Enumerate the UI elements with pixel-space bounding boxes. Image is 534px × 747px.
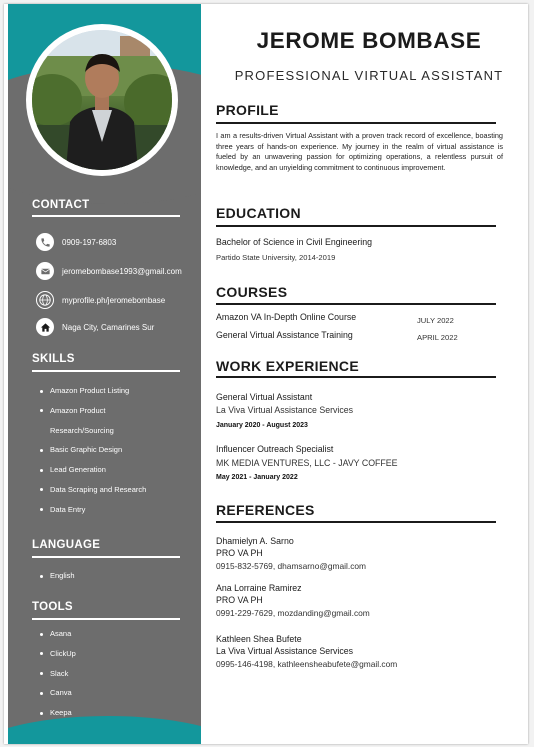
- work-role: Influencer Outreach Specialist: [216, 444, 334, 454]
- profile-divider: [216, 122, 496, 124]
- work-dates: January 2020 - August 2023: [216, 422, 308, 429]
- reference-contact: 0995-146-4198, kathleensheabufete@gmail.com: [216, 659, 398, 669]
- education-degree: Bachelor of Science in Civil Engineering: [216, 237, 372, 247]
- contact-address: [36, 318, 154, 336]
- phone-text: 0909-197-6803: [62, 237, 117, 247]
- home-icon: [36, 318, 54, 336]
- skill-item: Research/Sourcing: [50, 425, 114, 435]
- skill-item: Lead Generation: [40, 460, 146, 480]
- phone-icon: [36, 233, 54, 251]
- skill-item: Basic Graphic Design: [40, 440, 146, 460]
- resume-page: [4, 4, 528, 744]
- work-divider: [216, 376, 496, 378]
- references-heading: REFERENCES: [216, 502, 315, 518]
- reference-contact: 0915-832-5769, dhamsarno@gmail.com: [216, 561, 367, 571]
- contact-divider: [32, 215, 180, 217]
- tools-heading: TOOLS: [32, 601, 73, 613]
- work-dates: May 2021 - January 2022: [216, 474, 298, 481]
- website-text[interactable]: myprofile.ph/jeromebombase: [62, 295, 166, 305]
- reference-name: Kathleen Shea Bufete: [216, 634, 302, 644]
- references-divider: [216, 521, 496, 523]
- courses-heading: COURSES: [216, 284, 288, 300]
- sidebar: [8, 4, 201, 744]
- person-portrait-icon: [32, 30, 172, 170]
- tool-item: Slack: [40, 664, 76, 684]
- profile-heading: PROFILE: [216, 102, 279, 118]
- contact-phone: [36, 233, 116, 251]
- course-name: General Virtual Assistance Training: [216, 330, 353, 340]
- reference-name: Dhamielyn A. Sarno: [216, 536, 294, 546]
- candidate-name: JEROME BOMBASE: [256, 28, 482, 53]
- work-role: General Virtual Assistant: [216, 392, 313, 402]
- globe-icon: [36, 291, 54, 309]
- skills-divider: [32, 370, 180, 372]
- reference-name: Ana Lorraine Ramirez: [216, 583, 302, 593]
- course-name: Amazon VA In-Depth Online Course: [216, 312, 357, 322]
- courses-divider: [216, 303, 496, 305]
- email-text[interactable]: jeromebombase1993@gmail.com: [62, 266, 182, 276]
- profile-summary: I am a results-driven Virtual Assistant with a proven track record of excellence, boasting three years of hands-on experience. My journey in the realm of virtual assistance is fueled by an unwavering passion for optimizing operations, a relentless pursuit of knowledge, and an unyielding commitment to continuous improvement.: [216, 131, 503, 172]
- tool-item: ClickUp: [40, 644, 76, 664]
- tool-item: Asana: [40, 624, 76, 644]
- reference-org: La Viva Virtual Assistance Services: [216, 646, 354, 656]
- language-list: [40, 566, 75, 586]
- work-company: MK MEDIA VENTURES, LLC - JAVY COFFEE: [216, 458, 398, 468]
- work-company: La Viva Virtual Assistance Services: [216, 405, 354, 415]
- tools-list: [40, 624, 76, 723]
- language-heading: LANGUAGE: [32, 539, 101, 551]
- language-divider: [32, 556, 180, 558]
- address-text: Naga City, Camarines Sur: [62, 322, 155, 332]
- candidate-title: PROFESSIONAL VIRTUAL ASSISTANT: [234, 68, 504, 83]
- reference-org: PRO VA PH: [216, 595, 263, 605]
- teal-footer-band: [8, 716, 201, 744]
- education-heading: EDUCATION: [216, 205, 301, 221]
- contact-heading: CONTACT: [32, 199, 90, 211]
- skill-item: Data Entry: [40, 500, 146, 520]
- tool-item: Keepa: [40, 703, 76, 723]
- education-school: Partido State University, 2014-2019: [216, 253, 336, 262]
- email-icon: [36, 262, 54, 280]
- education-divider: [216, 225, 496, 227]
- reference-contact: 0991-229-7629, mozdanding@gmail.com: [216, 608, 370, 618]
- contact-email: [36, 262, 182, 280]
- profile-photo-image: [32, 30, 172, 170]
- skills-heading: SKILLS: [32, 353, 75, 365]
- skills-list: [40, 381, 146, 520]
- contact-website: [36, 291, 165, 309]
- course-date: JULY 2022: [417, 316, 454, 325]
- profile-photo: [26, 24, 178, 176]
- skill-item: Amazon Product Listing: [40, 381, 146, 401]
- reference-org: PRO VA PH: [216, 548, 263, 558]
- tools-divider: [32, 618, 180, 620]
- language-item: English: [40, 566, 75, 586]
- tool-item: Canva: [40, 683, 76, 703]
- skill-item: Data Scraping and Research: [40, 480, 146, 500]
- work-heading: WORK EXPERIENCE: [216, 358, 359, 374]
- skill-item: Amazon Product: [40, 401, 146, 421]
- course-date: APRIL 2022: [417, 333, 458, 342]
